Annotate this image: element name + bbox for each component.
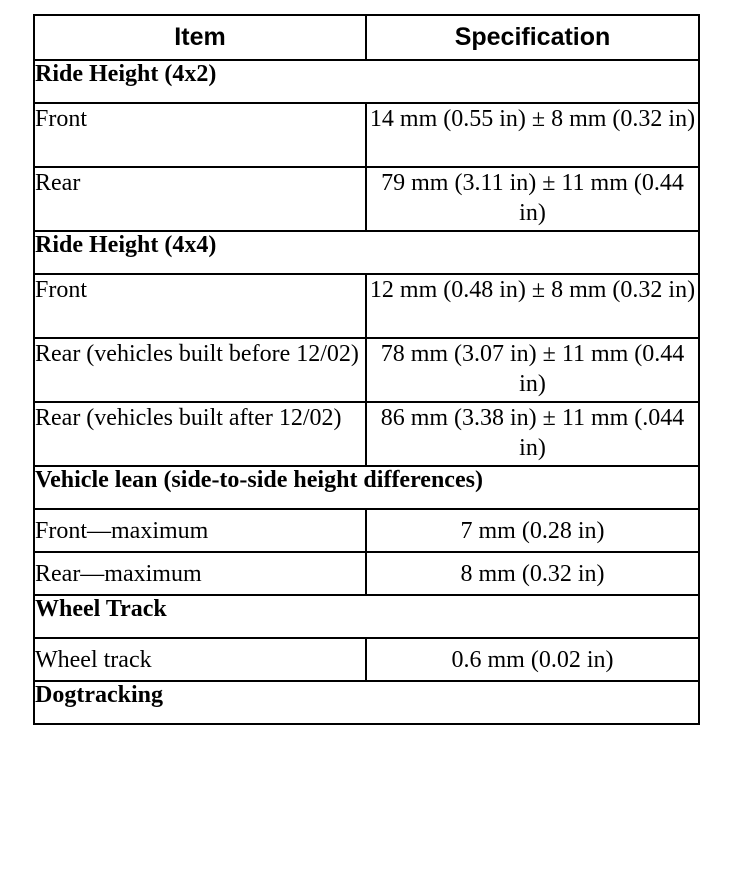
item-cell: Wheel track <box>34 638 366 681</box>
header-row <box>34 15 699 60</box>
section-row <box>34 60 699 103</box>
section-title-dogtracking: Dogtracking <box>34 681 699 724</box>
section-title-wheel-track: Wheel Track <box>34 595 699 638</box>
section-row <box>34 466 699 509</box>
column-header-item: Item <box>34 15 366 60</box>
item-cell: Front—maximum <box>34 509 366 552</box>
section-title-ride-height-4x4: Ride Height (4x4) <box>34 231 699 274</box>
column-header-specification: Specification <box>366 15 699 60</box>
spec-cell: 7 mm (0.28 in) <box>366 509 699 552</box>
item-cell: Rear (vehicles built before 12/02) <box>34 338 366 402</box>
spec-cell: 79 mm (3.11 in) ± 11 mm (0.44 in) <box>366 167 699 231</box>
item-cell: Rear—maximum <box>34 552 366 595</box>
spec-cell: 86 mm (3.38 in) ± 11 mm (.044 in) <box>366 402 699 466</box>
spec-cell: 12 mm (0.48 in) ± 8 mm (0.32 in) <box>366 274 699 338</box>
table-row <box>34 274 699 338</box>
section-row <box>34 595 699 638</box>
table-row <box>34 402 699 466</box>
section-row <box>34 231 699 274</box>
item-cell: Rear <box>34 167 366 231</box>
item-cell: Rear (vehicles built after 12/02) <box>34 402 366 466</box>
spec-cell: 0.6 mm (0.02 in) <box>366 638 699 681</box>
table-row <box>34 338 699 402</box>
table-row <box>34 552 699 595</box>
spec-cell: 8 mm (0.32 in) <box>366 552 699 595</box>
section-title-ride-height-4x2: Ride Height (4x2) <box>34 60 699 103</box>
table-row <box>34 167 699 231</box>
item-cell: Front <box>34 274 366 338</box>
table-row <box>34 103 699 167</box>
spec-cell: 78 mm (3.07 in) ± 11 mm (0.44 in) <box>366 338 699 402</box>
item-cell: Front <box>34 103 366 167</box>
table-row <box>34 509 699 552</box>
spec-cell: 14 mm (0.55 in) ± 8 mm (0.32 in) <box>366 103 699 167</box>
section-title-vehicle-lean: Vehicle lean (side-to-side height differences) <box>34 466 699 509</box>
specification-table <box>33 14 700 725</box>
section-row <box>34 681 699 724</box>
table-row <box>34 638 699 681</box>
